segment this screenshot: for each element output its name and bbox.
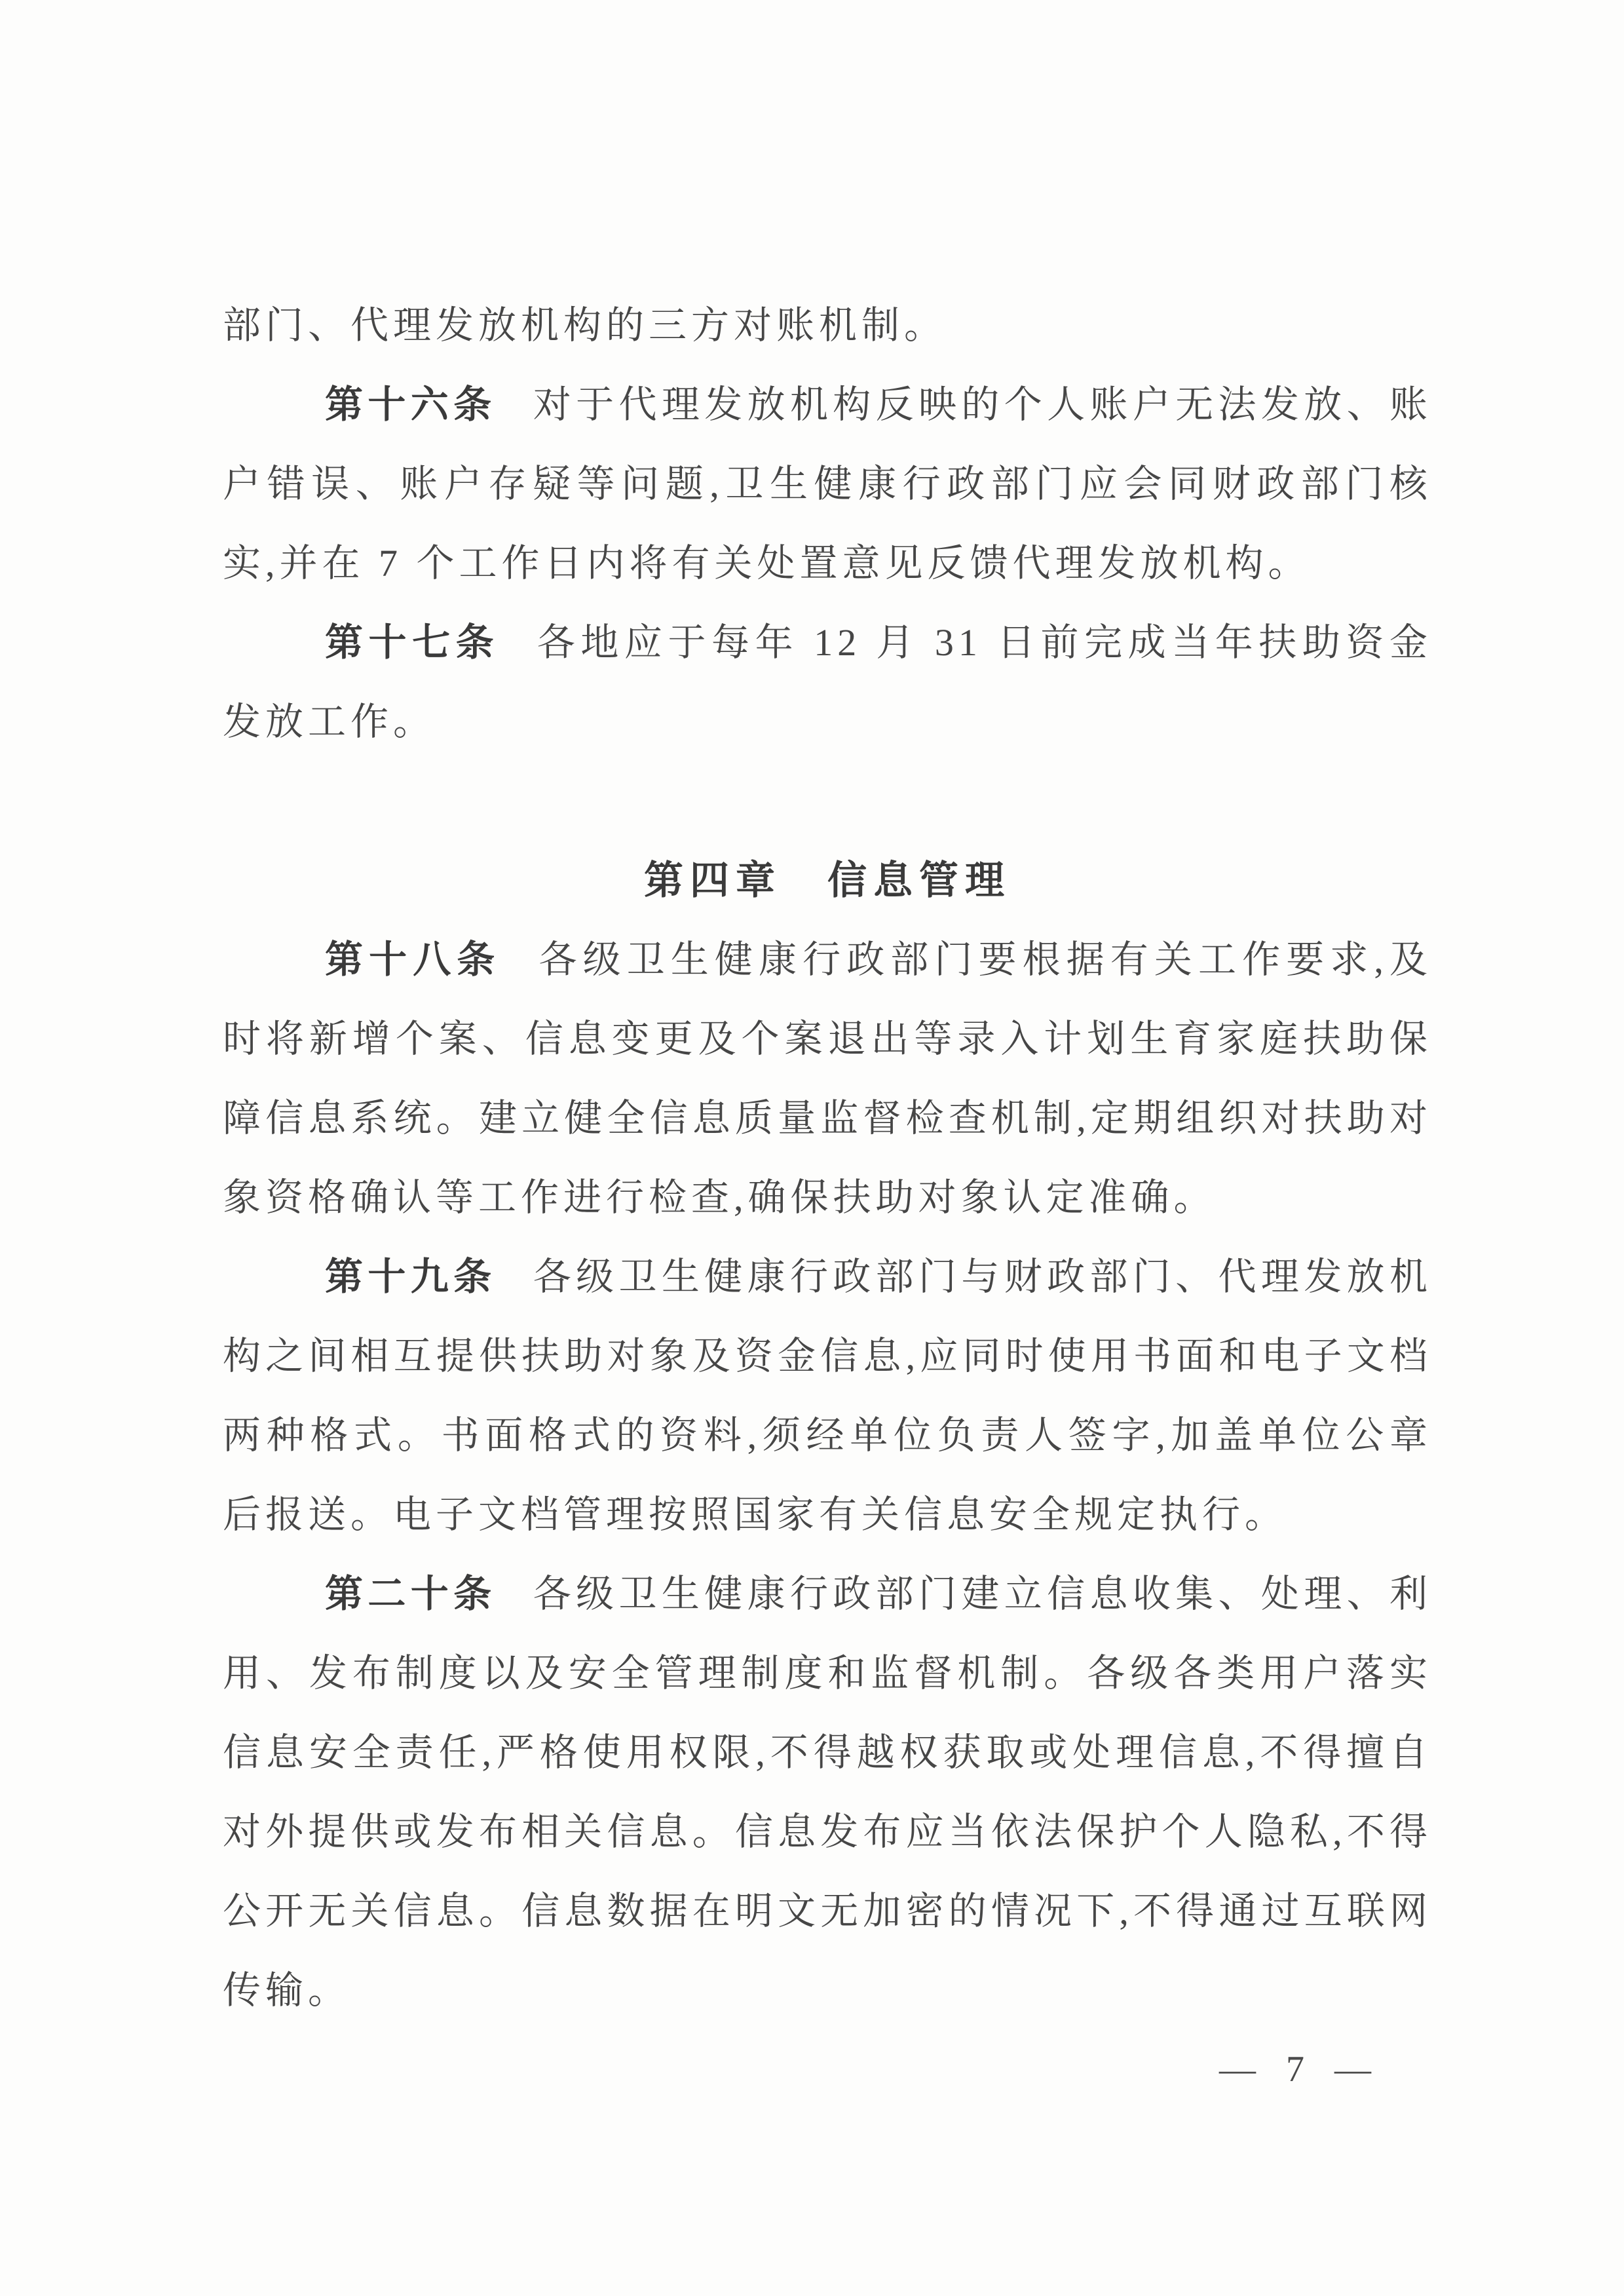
article-17-text: 各地应于每年 12 月 31 日前完成当年扶助资金发放工作。 <box>223 621 1432 743</box>
paragraph-continuation <box>223 286 1432 365</box>
paragraph-article-20 <box>223 1554 1432 2030</box>
continuation-text: 部门、代理发放机构的三方对账机制。 <box>223 304 947 347</box>
article-16-label: 第十六条 <box>325 383 497 426</box>
chapter-heading: 第四章 信息管理 <box>644 858 1011 902</box>
article-20-label: 第二十条 <box>325 1573 497 1615</box>
article-17-label: 第十七条 <box>325 621 500 664</box>
paragraph-article-17 <box>223 603 1432 761</box>
article-18-text: 各级卫生健康行政部门要根据有关工作要求,及时将新增个案、信息变更及个案退出等录入计划生育家庭扶助保障信息系统。建立健全信息质量监督检查机制,定期组织对扶助对象资格确认等工作进行检查,确保扶助对象认定准确。 <box>223 938 1432 1219</box>
article-19-text: 各级卫生健康行政部门与财政部门、代理发放机构之间相互提供扶助对象及资金信息,应同时使用书面和电子文档两种格式。书面格式的资料,须经单位负责人签字,加盖单位公章后报送。电子文档管理按照国家有关信息安全规定执行。 <box>223 1255 1432 1536</box>
article-16-text: 对于代理发放机构反映的个人账户无法发放、账户错误、账户存疑等问题,卫生健康行政部门应会同财政部门核实,并在 7 个工作日内将有关处置意见反馈代理发放机构。 <box>223 383 1432 584</box>
paragraph-article-16 <box>223 365 1432 603</box>
article-20-text: 各级卫生健康行政部门建立信息收集、处理、利用、发布制度以及安全管理制度和监督机制。各级各类用户落实信息安全责任,严格使用权限,不得越权获取或处理信息,不得擅自对外提供或发布相关信息。信息发布应当依法保护个人隐私,不得公开无关信息。信息数据在明文无加密的情况下,不得通过互联网传输。 <box>223 1573 1432 2012</box>
article-19-label: 第十九条 <box>325 1255 497 1298</box>
document-body <box>223 286 1432 2030</box>
paragraph-article-19 <box>223 1237 1432 1554</box>
page-number: — 7 — <box>1219 2049 1382 2090</box>
paragraph-article-18 <box>223 920 1432 1237</box>
article-18-label: 第十八条 <box>325 938 501 981</box>
